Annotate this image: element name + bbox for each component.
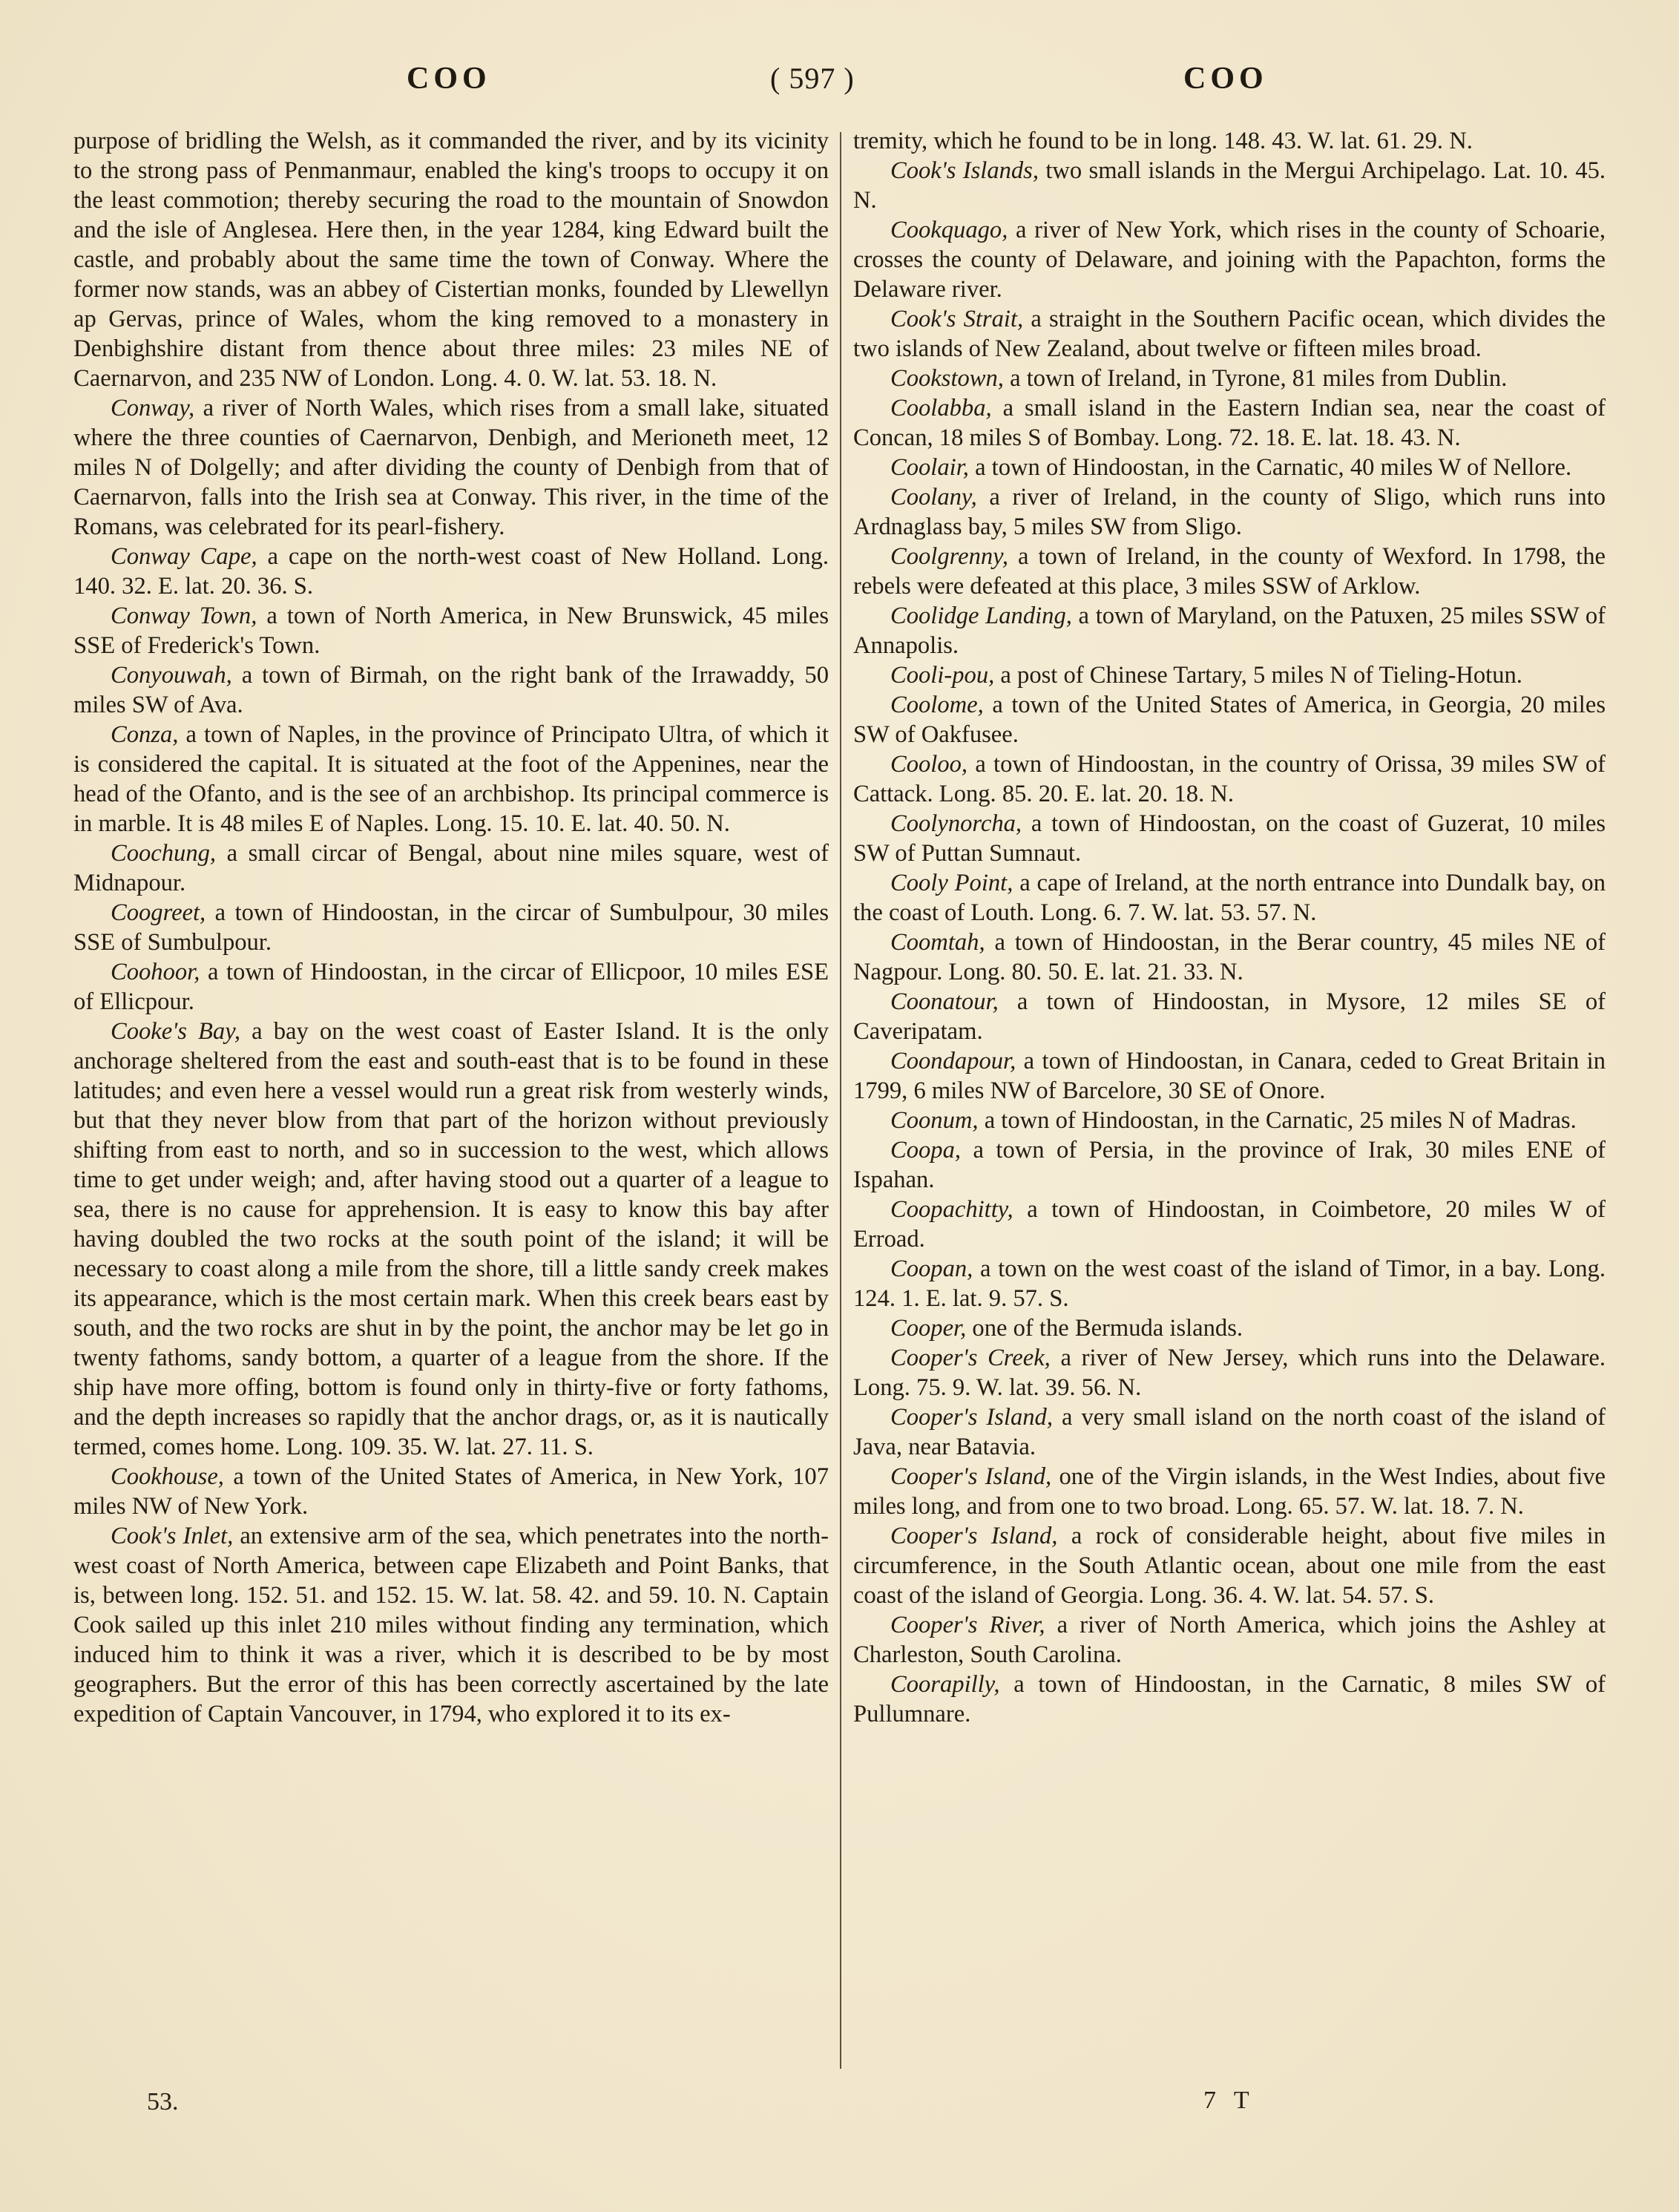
entry-headword: Cooper, [890,1315,967,1342]
entry-text: a town of Persia, in the province of Irak, 30 miles ENE of Ispahan. [853,1137,1606,1193]
entry-text: a small circar of Bengal, about nine miles square, west of Midnapour. [73,840,829,896]
entry-headword: Coolabba, [890,395,992,421]
gazetteer-entry [853,1106,1606,1135]
entry-headword: Cooper's Island, [890,1463,1052,1490]
entry-headword: Coorapilly, [890,1671,1000,1698]
gazetteer-entry [853,809,1606,868]
gazetteer-entry [853,126,1606,156]
gazetteer-entry [853,987,1606,1046]
entry-headword: Cooly Point, [890,870,1013,896]
entry-text: a town of Ireland, in the county of Wexford. In 1798, the rebels were defeated at this place, 3 miles SSW of Arklow. [853,543,1606,600]
entry-text: a river of New York, which rises in the county of Schoarie, crosses the county of Delaware, and joining with the Papachton, forms the Delaware river. [853,217,1606,303]
entry-headword: Cooper's River, [890,1612,1045,1638]
gazetteer-entry [73,126,829,393]
gazetteer-entry [853,1343,1606,1402]
entry-text: a town of Hindoostan, in the circar of Sumbulpour, 30 miles SSE of Sumbulpour. [73,899,829,956]
entry-text: a town of Maryland, on the Patuxen, 25 miles SSW of Annapolis. [853,603,1606,659]
gazetteer-entry [853,660,1606,690]
gazetteer-entry [853,542,1606,601]
entry-headword: Conway, [111,395,195,421]
gazetteer-entry [853,304,1606,364]
entry-headword: Cooper's Creek, [890,1345,1051,1371]
entry-text: a town of Hindoostan, in the Carnatic, 8 miles SW of Pullumnare. [853,1671,1606,1727]
entry-headword: Coohoor, [111,959,200,985]
gazetteer-entry [73,898,829,957]
entry-headword: Coolynorcha, [890,810,1022,837]
entry-text: a river of North America, which joins the Ashley at Charleston, South Carolina. [853,1612,1606,1668]
entry-text: a town of Hindoostan, in the circar of Ellicpoor, 10 miles ESE of Ellicpour. [73,959,829,1015]
gazetteer-entry [73,660,829,720]
entry-text: a town of the United States of America, in Georgia, 20 miles SW of Oakfusee. [853,692,1606,748]
gazetteer-entry [853,928,1606,987]
right-column [853,126,1606,1729]
entry-text: a very small island on the north coast of the island of Java, near Batavia. [853,1404,1606,1460]
gazetteer-entry [73,393,829,542]
entry-text: a river of North Wales, which rises from a small lake, situated where the three counties of Caernarvon, Denbigh, and Merioneth meet, 12 miles N of Dolgelly; and after dividing the county of Denbigh from that of Caernarvon, falls into the Irish sea at Conway. This river, in the time of the Romans, was celebrated for its pearl-fishery. [73,395,829,540]
gazetteer-entry [853,1254,1606,1313]
entry-text: a town of Hindoostan, in Mysore, 12 miles SE of Caveripatam. [853,988,1606,1045]
entry-text: a town of Hindoostan, in the Carnatic, 40 miles W of Nellore. [968,454,1572,481]
entry-text: a rock of considerable height, about five miles in circumference, in the South Atlantic ocean, about one mile from the east coast of the island of Georgia. Long. 36. 4. W. lat. 54. 57. S. [853,1523,1606,1609]
entry-text: two small islands in the Mergui Archipelago. Lat. 10. 45. N. [853,157,1606,214]
entry-text: a cape of Ireland, at the north entrance into Dundalk bay, on the coast of Louth. Long. 6. 7. W. lat. 53. 57. N. [853,870,1606,926]
entry-headword: Conyouwah, [111,662,232,689]
gazetteer-entry [73,542,829,601]
entry-headword: Coondapour, [890,1048,1016,1074]
entry-headword: Cooper's Island, [890,1404,1053,1431]
entry-headword: Cookhouse, [111,1463,224,1490]
entry-text: an extensive arm of the sea, which penetrates into the north-west coast of North America, between cape Elizabeth and Point Banks, that is, between long. 152. 51. and 152. 15. W. lat. 58. 42. and 59. 10. N. Captain Cook sailed up this inlet 210 miles without finding any termination, which induced him to think it was a river, which it is described to be by most geographers. But the error of this has been correctly ascertained by the late expedition of Captain Vancouver, in 1794, who explored it to its ex- [73,1523,829,1727]
gazetteer-entry [853,1462,1606,1521]
gazetteer-entry [853,1313,1606,1343]
header-left-guide-word: COO [407,62,491,96]
gazetteer-entry [73,957,829,1017]
entry-text: a town of Hindoostan, on the coast of Guzerat, 10 miles SW of Puttan Sumnaut. [853,810,1606,867]
entry-headword: Coolgrenny, [890,543,1008,570]
entry-text: a town of Hindoostan, in the Carnatic, 25 miles N of Madras. [978,1107,1577,1134]
entry-text: a town of Hindoostan, in Canara, ceded to Great Britain in 1799, 6 miles NW of Barcelore, 30 SE of Onore. [853,1048,1606,1104]
gazetteer-entry [853,1135,1606,1195]
gazetteer-entry [853,868,1606,928]
gazetteer-entry [853,482,1606,542]
entry-headword: Cook's Islands, [890,157,1039,184]
gazetteer-entry [853,1610,1606,1670]
entry-text: a town of Hindoostan, in the country of Orissa, 39 miles SW of Cattack. Long. 85. 20. E. lat. 20. 18. N. [853,751,1606,807]
gazetteer-entry [853,393,1606,453]
gazetteer-entry [853,156,1606,215]
column-divider [840,132,841,2069]
gazetteer-entry [73,601,829,660]
gazetteer-entry [853,215,1606,304]
entry-headword: Cooloo, [890,751,968,778]
page-number: ( 597 ) [770,62,855,95]
signature-mark: 7 T [1203,2087,1255,2114]
entry-headword: Coonum, [890,1107,979,1134]
entry-headword: Coochung, [111,840,217,867]
entry-headword: Coolair, [890,454,969,481]
entry-text: a town of the United States of America, in New York, 107 miles NW of New York. [73,1463,829,1520]
gazetteer-entry [73,1462,829,1521]
header-right-guide-word: COO [1183,62,1268,96]
entry-headword: Coolome, [890,692,984,718]
entry-headword: Cook's Inlet, [111,1523,234,1549]
entry-text: a town of Naples, in the province of Principato Ultra, of which it is considered the capital. It is situated at the foot of the Appenines, near the head of the Ofanto, and is the see of an archbishop. Its principal commerce is in marble. It is 48 miles E of Naples. Long. 15. 10. E. lat. 40. 50. N. [73,721,829,837]
entry-text: purpose of bridling the Welsh, as it commanded the river, and by its vicinity to the strong pass of Penmanmaur, enabled the king's troops to occupy it on the least commotion; thereby securing the road to the mountain of Snowdon and the isle of Anglesea. Here then, in the year 1284, king Edward built the castle, and probably about the same time the town of Conway. Where the former now stands, was an abbey of Cistertian monks, founded by Llewellyn ap Gervas, prince of Wales, whom the king removed to a monastery in Denbighshire distant from thence about three miles: 23 miles NE of Caernarvon, and 235 NW of London. Long. 4. 0. W. lat. 53. 18. N. [73,128,829,392]
signature-number: 53. [147,2088,179,2116]
entry-headword: Coopa, [890,1137,962,1164]
entry-text: a river of New Jersey, which runs into the Delaware. Long. 75. 9. W. lat. 39. 56. N. [853,1345,1606,1401]
entry-headword: Coogreet, [111,899,206,926]
entry-headword: Coolany, [890,484,977,511]
gazetteer-entry [853,1402,1606,1462]
entry-text: a town of Ireland, in Tyrone, 81 miles from Dublin. [1003,365,1508,392]
entry-headword: Coopan, [890,1256,973,1282]
entry-headword: Coonatour, [890,988,999,1015]
gazetteer-entry [853,1046,1606,1106]
gazetteer-entry [73,1521,829,1729]
entry-text: a post of Chinese Tartary, 5 miles N of Tieling-Hotun. [994,662,1522,689]
entry-headword: Conway Town, [111,603,257,629]
entry-text: a cape on the north-west coast of New Holland. Long. 140. 32. E. lat. 20. 36. S. [73,543,829,600]
gazetteer-entry [73,838,829,898]
entry-headword: Cookquago, [890,217,1008,243]
gazetteer-entry [853,364,1606,393]
entry-headword: Coomtah, [890,929,985,956]
entry-text: a town of Hindoostan, in Coimbetore, 20 miles W of Erroad. [853,1196,1606,1253]
entry-headword: Cooke's Bay, [111,1018,241,1045]
entry-headword: Conway Cape, [111,543,257,570]
gazetteer-entry [853,1521,1606,1610]
gazetteer-entry [853,453,1606,482]
entry-headword: Cooli-pou, [890,662,995,689]
entry-text: tremity, which he found to be in long. 148. 43. W. lat. 61. 29. N. [853,128,1473,154]
left-column [73,126,829,1729]
entry-headword: Coopachitty, [890,1196,1013,1223]
entry-headword: Cooper's Island, [890,1523,1058,1549]
gazetteer-entry [853,601,1606,660]
running-header [0,61,1679,105]
entry-text: a straight in the Southern Pacific ocean, which divides the two islands of New Zealand, about twelve or fifteen miles broad. [853,306,1606,362]
entry-headword: Coolidge Landing, [890,603,1072,629]
entry-text: a town on the west coast of the island of Timor, in a bay. Long. 124. 1. E. lat. 9. 57. S. [853,1256,1606,1312]
gazetteer-entry [853,1670,1606,1729]
entry-headword: Cookstown, [890,365,1004,392]
entry-text: a town of Hindoostan, in the Berar country, 45 miles NE of Nagpour. Long. 80. 50. E. lat. 21. 33. N. [853,929,1606,985]
gazetteer-entry [73,1017,829,1462]
entry-headword: Conza, [111,721,179,748]
entry-text: one of the Virgin islands, in the West Indies, about five miles long, and from one to two broad. Long. 65. 57. W. lat. 18. 7. N. [853,1463,1606,1520]
entry-headword: Cook's Strait, [890,306,1024,332]
entry-text: a town of North America, in New Brunswick, 45 miles SSE of Frederick's Town. [73,603,829,659]
gazetteer-entry [853,1195,1606,1254]
gazetteer-entry [853,690,1606,749]
entry-text: a town of Birmah, on the right bank of the Irrawaddy, 50 miles SW of Ava. [73,662,829,718]
gazetteer-entry [73,720,829,838]
entry-text: a small island in the Eastern Indian sea, near the coast of Concan, 18 miles S of Bombay. Long. 72. 18. E. lat. 18. 43. N. [853,395,1606,451]
gazetteer-entry [853,749,1606,809]
entry-text: one of the Bermuda islands. [966,1315,1243,1342]
entry-text: a bay on the west coast of Easter Island. It is the only anchorage sheltered from the east and south-east that is to be found in these latitudes; and even here a vessel would run a great risk from westerly winds, but that they never blow from that part of the horizon without previously shifting from east to north, and so in succession to the west, which allows time to get under weigh; and, after having stood out a quarter of a league to sea, there is no cause for apprehension. It is easy to know this bay after having doubled the two rocks at the south point of the island; it will be necessary to coast along a mile from the shore, till a little sandy creek makes its appearance, which is the most certain mark. When this creek bears east by south, and the two rocks are shut in by the point, the anchor may be let go in twenty fathoms, sandy bottom, a quarter of a league from the shore. If the ship have more offing, bottom is found only in thirty-five or forty fathoms, and the depth increases so rapidly that the anchor drags, or, as it is nautically termed, comes home. Long. 109. 35. W. lat. 27. 11. S. [73,1018,829,1460]
entry-text: a river of Ireland, in the county of Sligo, which runs into Ardnaglass bay, 5 miles SW from Sligo. [853,484,1606,540]
